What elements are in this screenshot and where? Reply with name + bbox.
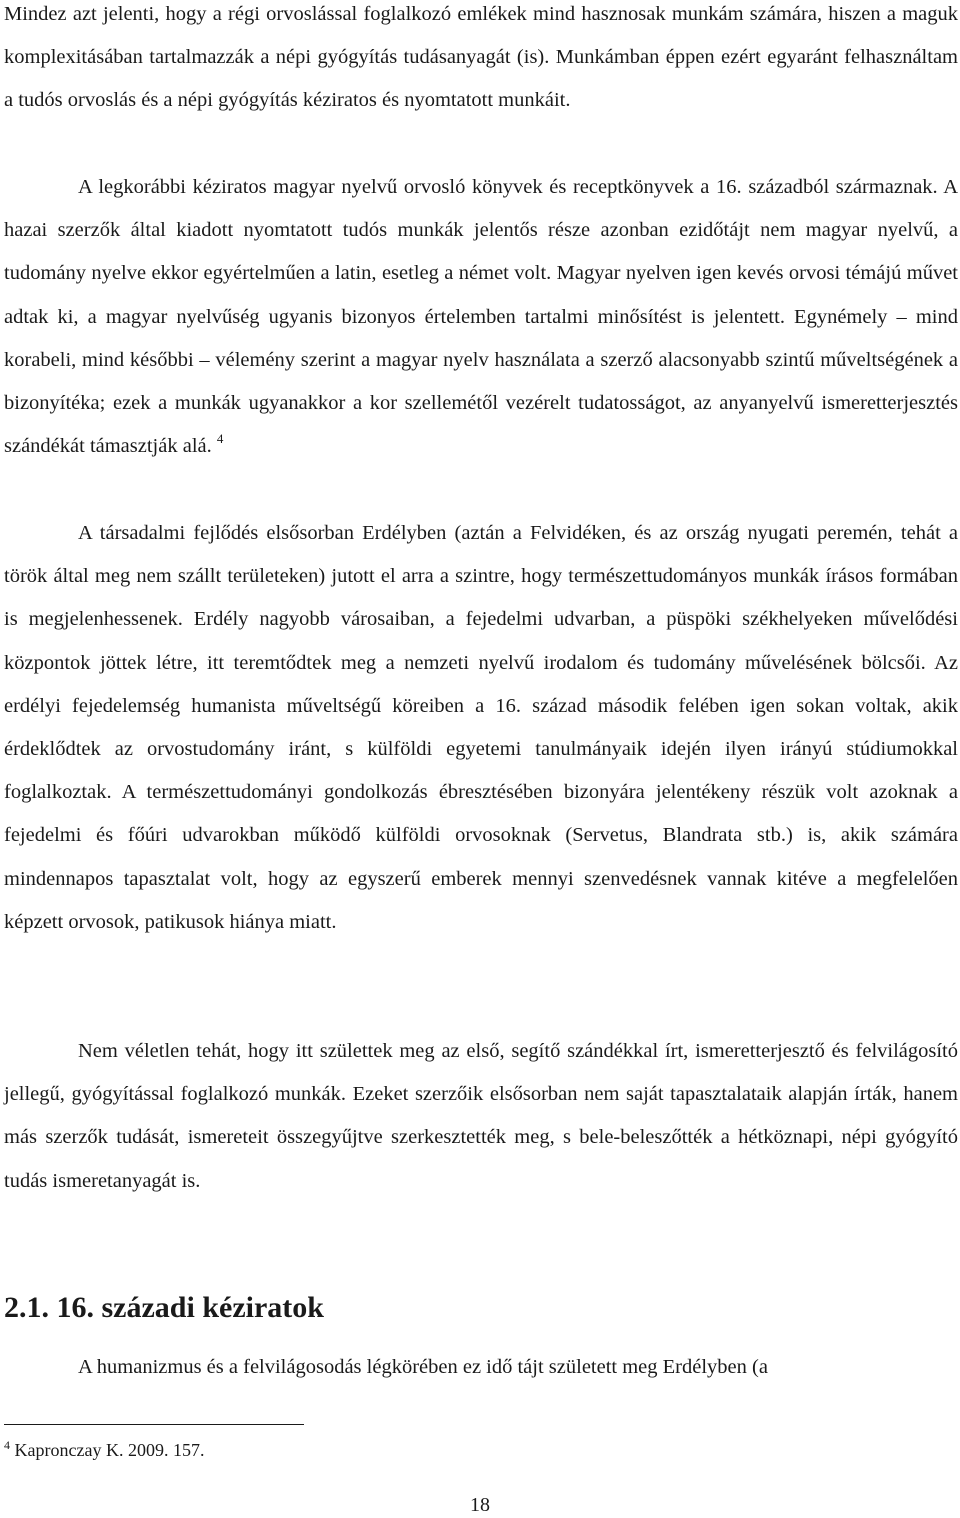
footnote [4, 1437, 204, 1463]
footnote-text: Kapronczay K. 2009. 157. [14, 1440, 205, 1460]
body-paragraph-2-text: A legkorábbi kéziratos magyar nyelvű orvosló könyvek és receptkönyvek a 16. századból származnak. A hazai szerzők által kiadott nyomtatott tudós munkák jelentős része azonban ezidőtájt nem magyar nyelvű, a tudomány nyelve ekkor egyértelműen a latin, esetleg a német volt. Magyar nyelven igen kevés orvosi témájú művet adtak ki, a magyar nyelvűség ugyanis bizonyos értelemben tartalmi minősítést is jelentett. Egynémely – mind korabeli, mind későbbi – vélemény szerint a magyar nyelv használata a szerző alacsonyabb szintű műveltségének a bizonyítéka; ezek a munkák ugyanakkor a kor szellemétől vezérelt tudatosságot, az anyanyelvű ismeretterjesztés szándékát támasztják alá. [4, 176, 958, 458]
body-paragraph-4: Nem véletlen tehát, hogy itt születtek meg az első, segítő szándékkal írt, ismeretterjesztő és felvilágosító jellegű, gyógyítással foglalkozó munkák. Ezeket szerzőik elsősorban nem saját tapasztalataik alapján írták, hanem más szerzők tudását, ismereteit összegyűjtve szerkesztették meg, s bele-beleszőtték a hétköznapi, népi gyógyító tudás ismeretanyagát is. [4, 1040, 958, 1192]
page-number: 18 [470, 1494, 490, 1516]
body-paragraph-2 [4, 166, 958, 468]
footnote-number: 4 [4, 1438, 10, 1452]
section-paragraph: A humanizmus és a felvilágosodás légkörében ez idő tájt született meg Erdélyben (a [78, 1356, 768, 1378]
body-paragraph-1: Mindez azt jelenti, hogy a régi orvoslással foglalkozó emlékek mind hasznosak munkám számára, hiszen a maguk komplexitásában tartalmazzák a népi gyógyítás tudásanyagát (is). Munkámban éppen ezért egyaránt felhasználtam a tudós orvoslás és a népi gyógyítás kéziratos és nyomtatott munkáit. [4, 3, 958, 112]
section-heading: 2.1. 16. századi kéziratok [4, 1291, 324, 1324]
body-paragraph-3: A társadalmi fejlődés elsősorban Erdélyben (aztán a Felvidéken, és az ország nyugati peremén, tehát a török által meg nem szállt területeken) jutott el arra a szintre, hogy természettudományos munkák írásos formában is megjelenhessenek. Erdély nagyobb városaiban, a fejedelmi udvarban, a püspöki székhelyeken művelődési központok jöttek létre, itt teremtődtek meg a nemzeti nyelvű irodalom és tudomány művelésének bölcsői. Az erdélyi fejedelemség humanista műveltségű köreiben a 16. század második felében igen sokan voltak, akik érdeklődtek az orvostudomány iránt, s külföldi egyetemi tanulmányaik idején ilyen irányú stúdiumokkal foglalkoztak. A természettudományi gondolkozás ébresztésében bizonyára jelentékeny részük volt azoknak a fejedelmi és főúri udvarokban működő külföldi orvosoknak (Servetus, Blandrata stb.) is, akik számára mindennapos tapasztalat volt, hogy az egyszerű emberek mennyi szenvedésnek vannak kitéve a megfelelően képzett orvosok, patikusok hiánya miatt. [4, 522, 958, 933]
footnote-divider [4, 1424, 304, 1425]
footnote-reference[interactable]: 4 [216, 431, 224, 447]
